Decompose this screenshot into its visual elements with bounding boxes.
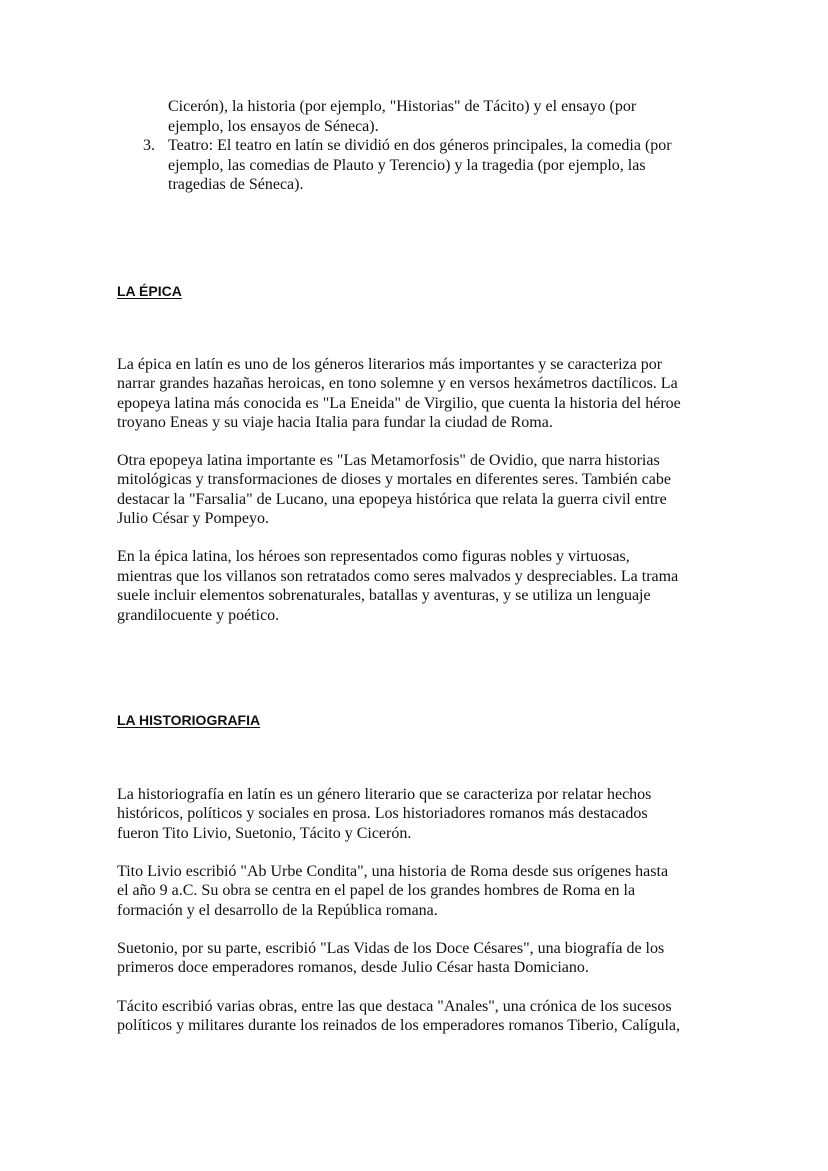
section-heading-epica: LA ÉPICA bbox=[117, 283, 182, 299]
paragraph-line: Tácito escribió varias obras, entre las que destaca "Anales", una crónica de los sucesos bbox=[117, 998, 672, 1015]
paragraph-line: Suetonio, por su parte, escribió "Las Vidas de los Doce Césares", una biografía de los bbox=[117, 940, 665, 957]
paragraph-line: mientras que los villanos son retratados como seres malvados y despreciables. La trama bbox=[117, 568, 679, 585]
paragraph-line: troyano Eneas y su viaje hacia Italia para fundar la ciudad de Roma. bbox=[117, 414, 553, 431]
paragraph-line: políticos y militares durante los reinados de los emperadores romanos Tiberio, Calígula, bbox=[117, 1017, 681, 1034]
paragraph-line: suele incluir elementos sobrenaturales, batallas y aventuras, y se utiliza un lenguaje bbox=[117, 587, 651, 604]
list-item-3-number: 3. bbox=[143, 137, 155, 154]
list-item-2-line: ejemplo, los ensayos de Séneca). bbox=[168, 118, 379, 135]
paragraph-line: formación y el desarrollo de la República romana. bbox=[117, 902, 438, 919]
list-item-3-line: Teatro: El teatro en latín se dividió en dos géneros principales, la comedia (por bbox=[168, 137, 672, 154]
paragraph-line: La épica en latín es uno de los géneros literarios más importantes y se caracteriza por bbox=[117, 356, 663, 373]
paragraph-line: primeros doce emperadores romanos, desde Julio César hasta Domiciano. bbox=[117, 959, 589, 976]
paragraph-line: En la épica latina, los héroes son representados como figuras nobles y virtuosas, bbox=[117, 548, 630, 565]
paragraph-line: históricos, políticos y sociales en prosa. Los historiadores romanos más destacados bbox=[117, 805, 648, 822]
paragraph-line: Julio César y Pompeyo. bbox=[117, 510, 269, 527]
paragraph-line: grandilocuente y poético. bbox=[117, 607, 280, 624]
paragraph-line: epopeya latina más conocida es "La Eneida" de Virgilio, que cuenta la historia del héroe bbox=[117, 395, 681, 412]
paragraph-line: narrar grandes hazañas heroicas, en tono solemne y en versos hexámetros dactílicos. La bbox=[117, 375, 678, 392]
paragraph-line: fueron Tito Livio, Suetonio, Tácito y Cicerón. bbox=[117, 825, 412, 842]
paragraph-line: el año 9 a.C. Su obra se centra en el papel de los grandes hombres de Roma en la bbox=[117, 882, 636, 899]
paragraph-line: destacar la "Farsalia" de Lucano, una epopeya histórica que relata la guerra civil entre bbox=[117, 491, 667, 508]
paragraph-line: La historiografía en latín es un género literario que se caracteriza por relatar hechos bbox=[117, 786, 652, 803]
paragraph-line: Otra epopeya latina importante es "Las Metamorfosis" de Ovidio, que narra historias bbox=[117, 452, 660, 469]
paragraph-line: Tito Livio escribió "Ab Urbe Condita", una historia de Roma desde sus orígenes hasta bbox=[117, 863, 669, 880]
list-item-3-line: tragedias de Séneca). bbox=[168, 176, 304, 193]
section-heading-historiografia: LA HISTORIOGRAFIA bbox=[117, 712, 261, 728]
list-item-2-line: Cicerón), la historia (por ejemplo, "Historias" de Tácito) y el ensayo (por bbox=[168, 98, 637, 115]
paragraph-line: mitológicas y transformaciones de dioses y mortales en diferentes seres. También cabe bbox=[117, 471, 671, 488]
list-item-3-line: ejemplo, las comedias de Plauto y Terencio) y la tragedia (por ejemplo, las bbox=[168, 157, 646, 174]
